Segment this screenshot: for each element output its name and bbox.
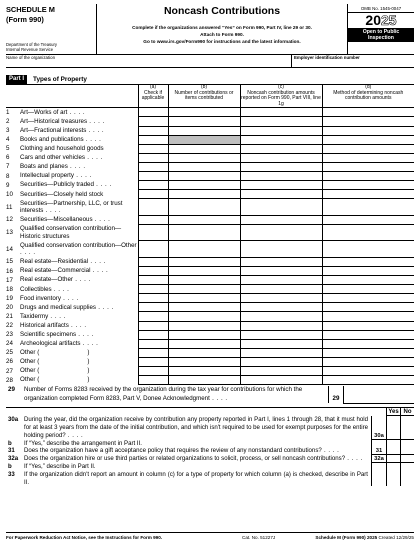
property-row [6, 224, 414, 241]
method-cell[interactable] [322, 294, 414, 303]
amount-cell[interactable] [240, 181, 322, 190]
method-cell[interactable] [322, 199, 414, 216]
count-cell[interactable] [168, 224, 240, 241]
row-description: Cars and other vehicles . . [20, 153, 138, 162]
amount-cell[interactable] [240, 215, 322, 224]
check-cell[interactable] [138, 199, 168, 216]
row-description: Drugs and medical supplies . . [20, 303, 138, 312]
no-checkbox[interactable] [400, 455, 414, 463]
form-label: (Form 990) [6, 15, 44, 25]
property-row [6, 339, 414, 348]
row-number: 11 [6, 203, 13, 211]
yes-checkbox[interactable] [386, 447, 400, 455]
property-row [6, 144, 414, 153]
row-description: Qualified conservation contribution—Other . . [20, 241, 138, 258]
check-cell[interactable] [138, 267, 168, 276]
check-cell[interactable] [138, 215, 168, 224]
question-row: 30a During the year, did the organization receive by contribution any property reported in Part I, lines 1 through 28, that it must hold for at least 3 years from the date of the initial contribution, and which isn't required to be used for exempt purposes for the entire holding period? . . 30a [6, 416, 414, 439]
count-cell[interactable] [168, 108, 240, 117]
row-number: 13 [6, 229, 13, 237]
method-cell[interactable] [322, 181, 414, 190]
property-row [6, 190, 414, 199]
amount-cell[interactable] [240, 321, 322, 330]
row-description: Intellectual property . . [20, 172, 138, 181]
amount-cell[interactable] [240, 330, 322, 339]
row-number: 26 [6, 358, 13, 366]
question-text: During the year, did the organization receive by contribution any property reported in Part I, lines 1 through 28, that it must hold for at least 3 years from the date of the initial contribution, and which isn't required to be used for exempt purposes for the entire holding period? . . [24, 416, 371, 439]
amount-cell[interactable] [240, 285, 322, 294]
question-box-label: 30a [371, 416, 386, 439]
line-29-entry[interactable] [343, 386, 414, 404]
row-description: Other ( ) [20, 349, 90, 357]
omb-box [347, 4, 414, 54]
row-description: Clothing and household goods [20, 145, 104, 153]
question-row: 33 If the organization didn't report an amount in column (c) for a type of property for which column (a) is checked, describe in Part II. [6, 471, 414, 487]
form-id: Schedule M (Form 990) 2025 Created 12/29/25 [315, 535, 414, 540]
count-cell[interactable] [168, 367, 240, 376]
question-row: b If “Yes,” describe the arrangement in Part II. [6, 440, 414, 448]
check-cell[interactable] [138, 172, 168, 181]
schedule-label: SCHEDULE M [6, 5, 55, 14]
check-cell[interactable] [138, 108, 168, 117]
question-row: 31 Does the organization have a gift acceptance policy that requires the review of any nonstandard contributions? . . 31 [6, 447, 414, 455]
count-cell[interactable] [168, 276, 240, 285]
method-cell[interactable] [322, 172, 414, 181]
check-cell[interactable] [138, 224, 168, 241]
method-cell[interactable] [322, 348, 414, 357]
method-cell[interactable] [322, 267, 414, 276]
check-cell[interactable] [138, 276, 168, 285]
property-row [6, 357, 414, 366]
amount-cell[interactable] [240, 339, 322, 348]
row-description: Scientific specimens . . [20, 330, 138, 339]
col-c-header: (c) Noncash contribution amounts reported on Form 990, Part VIII, line 1g [241, 84, 321, 107]
row-description: Securities—Publicly traded . . [20, 181, 138, 190]
check-cell[interactable] [138, 321, 168, 330]
property-row [6, 257, 414, 266]
row-description: Historical artifacts . . [20, 321, 138, 330]
method-cell[interactable] [322, 276, 414, 285]
check-cell[interactable] [138, 241, 168, 258]
line-29-text: Number of Forms 8283 received by the organization during the tax year for contributions for which the organization completed Form 8283, Part V, Donee Acknowledgment . . [24, 386, 328, 404]
property-row [6, 312, 414, 321]
check-cell[interactable] [138, 339, 168, 348]
row-number: 23 [6, 331, 13, 339]
amount-cell[interactable] [240, 276, 322, 285]
check-cell[interactable] [138, 162, 168, 171]
property-row [6, 276, 414, 285]
amount-cell[interactable] [240, 303, 322, 312]
amount-cell[interactable] [240, 108, 322, 117]
count-cell[interactable] [168, 172, 240, 181]
row-description: Real estate—Commercial . . [20, 267, 138, 276]
question-row: b If “Yes,” describe in Part II. [6, 463, 414, 471]
count-cell[interactable] [168, 294, 240, 303]
check-cell[interactable] [138, 285, 168, 294]
col-a-header: (a) Check if applicable [138, 85, 168, 108]
property-row [6, 181, 414, 190]
row-description: Securities—Closely held stock [20, 190, 104, 198]
part-label: Part I [6, 75, 27, 84]
count-cell[interactable] [168, 144, 240, 153]
yes-label: Yes [386, 408, 400, 416]
row-number: 16 [6, 267, 13, 275]
amount-cell[interactable] [240, 117, 322, 126]
row-number: 14 [6, 245, 13, 253]
amount-cell[interactable] [240, 135, 322, 144]
count-cell[interactable] [168, 330, 240, 339]
col-d-header: (d) Method of determining noncash contribution amounts [322, 85, 414, 108]
row-description: Securities—Miscellaneous . . [20, 215, 138, 224]
method-cell[interactable] [322, 117, 414, 126]
property-row [6, 348, 414, 357]
organization-name-field[interactable]: Name of the organization [6, 55, 292, 67]
row-description: Art—Historical treasures . . [20, 117, 138, 126]
row-description: Other ( ) [20, 376, 90, 384]
row-number: 1 [6, 109, 10, 117]
question-text: Does the organization hire or use third parties or related organizations to solicit, process, or sell noncash contributions? . . [24, 455, 371, 463]
count-cell[interactable] [168, 181, 240, 190]
row-description: Boats and planes . . [20, 162, 138, 171]
method-cell[interactable] [322, 257, 414, 266]
method-cell[interactable] [322, 126, 414, 135]
property-row [6, 199, 414, 216]
row-number: 10 [6, 190, 13, 198]
col-b-header: (b) Number of contributions or items contributed [168, 85, 240, 108]
no-checkbox[interactable] [400, 416, 414, 439]
method-cell[interactable] [322, 241, 414, 258]
schedule-id-box [6, 4, 97, 54]
row-number: 21 [6, 313, 13, 321]
property-row [6, 153, 414, 162]
property-row [6, 172, 414, 181]
row-description: Books and publications . . [20, 135, 138, 144]
row-description: Art—Works of art . . [20, 108, 138, 117]
method-cell[interactable] [322, 153, 414, 162]
part-title: Types of Property [33, 76, 87, 83]
check-cell[interactable] [138, 312, 168, 321]
method-cell[interactable] [322, 285, 414, 294]
check-cell[interactable] [138, 357, 168, 366]
row-description: Taxidermy . . [20, 312, 138, 321]
question-box-label [371, 440, 386, 448]
row-number: 24 [6, 340, 13, 348]
row-number: 19 [6, 294, 13, 302]
count-cell[interactable] [168, 162, 240, 171]
amount-cell[interactable] [240, 241, 322, 258]
check-cell[interactable] [138, 190, 168, 199]
amount-cell[interactable] [240, 376, 322, 385]
row-number: 4 [6, 136, 10, 144]
check-cell[interactable] [138, 303, 168, 312]
row-number: 6 [6, 154, 10, 162]
amount-cell[interactable] [240, 126, 322, 135]
no-checkbox[interactable] [400, 447, 414, 455]
count-cell[interactable] [168, 126, 240, 135]
row-number: 9 [6, 181, 10, 189]
question-box-label: 31 [371, 447, 386, 455]
method-cell[interactable] [322, 367, 414, 376]
row-number: 2 [6, 118, 10, 126]
method-cell[interactable] [322, 376, 414, 385]
row-number: 12 [6, 216, 13, 224]
row-number: 27 [6, 367, 13, 375]
count-cell[interactable] [168, 241, 240, 258]
line-29: 29 Number of Forms 8283 received by the organization during the tax year for contributions for which the organization completed Form 8283, Part V, Donee Acknowledgment . . 29 [6, 386, 414, 404]
check-cell[interactable] [138, 126, 168, 135]
amount-cell[interactable] [240, 367, 322, 376]
row-number: 17 [6, 276, 13, 284]
method-cell[interactable] [322, 215, 414, 224]
row-number: 25 [6, 349, 13, 357]
count-cell[interactable] [168, 190, 240, 199]
method-cell[interactable] [322, 224, 414, 241]
amount-cell[interactable] [240, 224, 322, 241]
count-cell[interactable] [168, 117, 240, 126]
paperwork-notice: For Paperwork Reduction Act Notice, see the Instructions for Form 990. [6, 535, 163, 540]
instruction-2: Attach to Form 990. [200, 32, 244, 37]
no-checkbox [400, 471, 414, 487]
question-box-label: 32a [371, 455, 386, 463]
cat-number: Cat. No. 51227J [242, 535, 276, 540]
row-description: Other ( ) [20, 367, 90, 375]
question-box-label [371, 471, 386, 487]
amount-cell[interactable] [240, 199, 322, 216]
form-title: Noncash Contributions [163, 5, 281, 17]
method-cell[interactable] [322, 144, 414, 153]
department: Department of the Treasury Internal Revenue Service [6, 42, 57, 52]
row-description: Art—Fractional interests . . [20, 126, 138, 135]
method-cell[interactable] [322, 321, 414, 330]
method-cell[interactable] [322, 162, 414, 171]
property-row [6, 126, 414, 135]
row-description: Real estate—Residential . . [20, 257, 138, 266]
part-1-header [6, 75, 414, 85]
count-cell[interactable] [168, 357, 240, 366]
property-row [6, 303, 414, 312]
form-page [6, 4, 414, 540]
count-cell[interactable] [168, 312, 240, 321]
count-cell[interactable] [168, 199, 240, 216]
row-description: Archeological artifacts . . [20, 339, 138, 348]
yes-checkbox[interactable] [386, 416, 400, 439]
name-row [6, 55, 414, 68]
amount-cell[interactable] [240, 144, 322, 153]
count-cell[interactable] [168, 153, 240, 162]
property-row [6, 117, 414, 126]
row-number: 3 [6, 127, 10, 135]
check-cell[interactable] [138, 144, 168, 153]
method-cell[interactable] [322, 303, 414, 312]
question-text: If “Yes,” describe in Part II. [24, 463, 96, 470]
method-cell[interactable] [322, 108, 414, 117]
row-description: Real estate—Other . . [20, 276, 138, 285]
count-cell[interactable] [168, 215, 240, 224]
row-description: Food inventory . . [20, 294, 138, 303]
count-cell [168, 135, 240, 144]
amount-cell[interactable] [240, 257, 322, 266]
amount-cell[interactable] [240, 357, 322, 366]
question-text: Does the organization have a gift acceptance policy that requires the review of any nonstandard contributions? . . [24, 447, 371, 455]
row-number: 8 [6, 172, 10, 180]
no-checkbox [400, 440, 414, 448]
row-number: 7 [6, 163, 10, 171]
amount-cell[interactable] [240, 153, 322, 162]
check-cell[interactable] [138, 294, 168, 303]
property-row [6, 294, 414, 303]
row-number: 28 [6, 376, 13, 384]
amount-cell[interactable] [240, 294, 322, 303]
count-cell[interactable] [168, 348, 240, 357]
amount-cell[interactable] [240, 172, 322, 181]
row-number: 20 [6, 303, 13, 311]
count-cell[interactable] [168, 303, 240, 312]
questions [6, 416, 414, 486]
property-row [6, 376, 414, 385]
count-cell[interactable] [168, 267, 240, 276]
ein-field[interactable]: Employer identification number [294, 55, 360, 60]
check-cell[interactable] [138, 181, 168, 190]
property-row [6, 215, 414, 224]
no-checkbox [400, 463, 414, 471]
row-description: Qualified conservation contribution—Historic structures [20, 225, 122, 240]
line-29-box: 29 [328, 386, 343, 403]
amount-cell[interactable] [240, 312, 322, 321]
instruction-3: Go to www.irs.gov/Form990 for instructions and the latest information. [143, 39, 301, 44]
check-cell[interactable] [138, 257, 168, 266]
method-cell[interactable] [322, 339, 414, 348]
count-cell[interactable] [168, 257, 240, 266]
method-cell[interactable] [322, 135, 414, 144]
property-row [6, 285, 414, 294]
check-cell[interactable] [138, 330, 168, 339]
footer [6, 532, 414, 540]
count-cell[interactable] [168, 285, 240, 294]
method-cell[interactable] [322, 190, 414, 199]
row-description: Other ( ) [20, 358, 90, 366]
yes-no-header [6, 407, 414, 416]
method-cell[interactable] [322, 312, 414, 321]
check-cell[interactable] [138, 153, 168, 162]
question-text: If the organization didn't report an amount in column (c) for a type of property for which column (a) is checked, describe in Part II. [24, 470, 368, 486]
property-row [6, 330, 414, 339]
amount-cell[interactable] [240, 348, 322, 357]
yes-checkbox [386, 471, 400, 487]
property-row [6, 241, 414, 258]
amount-cell[interactable] [240, 267, 322, 276]
check-cell[interactable] [138, 348, 168, 357]
property-row [6, 108, 414, 117]
property-row [6, 135, 414, 144]
check-cell[interactable] [138, 376, 168, 385]
property-row [6, 267, 414, 276]
check-cell[interactable] [138, 117, 168, 126]
property-row [6, 321, 414, 330]
title-box [97, 4, 347, 54]
yes-checkbox[interactable] [386, 455, 400, 463]
method-cell[interactable] [322, 330, 414, 339]
check-cell[interactable] [138, 367, 168, 376]
public-inspection-badge: Open to Public Inspection [348, 28, 414, 42]
row-description: Securities—Partnership, LLC, or trust interests . . [20, 199, 138, 216]
question-box-label [371, 463, 386, 471]
count-cell[interactable] [168, 376, 240, 385]
question-row: 32a Does the organization hire or use third parties or related organizations to solicit, process, or sell noncash contributions? . . 32a [6, 455, 414, 463]
tax-year: 2025 [365, 12, 397, 28]
row-description: Collectibles . . [20, 285, 138, 294]
instruction-1: Complete if the organizations answered “Yes” on Form 990, Part IV, line 29 or 30. [132, 25, 312, 30]
amount-cell[interactable] [240, 162, 322, 171]
property-table [6, 85, 414, 385]
check-cell[interactable] [138, 135, 168, 144]
no-label: No [400, 408, 414, 416]
amount-cell[interactable] [240, 190, 322, 199]
count-cell[interactable] [168, 321, 240, 330]
yes-checkbox [386, 440, 400, 448]
method-cell[interactable] [322, 357, 414, 366]
row-number: 22 [6, 322, 13, 330]
row-number: 15 [6, 258, 13, 266]
omb-number: OMB No. 1545-0047 [348, 4, 414, 13]
row-number: 18 [6, 285, 13, 293]
property-row [6, 367, 414, 376]
row-number: 5 [6, 145, 10, 153]
yes-checkbox [386, 463, 400, 471]
property-row [6, 162, 414, 171]
form-header [6, 4, 414, 55]
question-text: If “Yes,” describe the arrangement in Part II. [24, 439, 142, 447]
count-cell[interactable] [168, 339, 240, 348]
